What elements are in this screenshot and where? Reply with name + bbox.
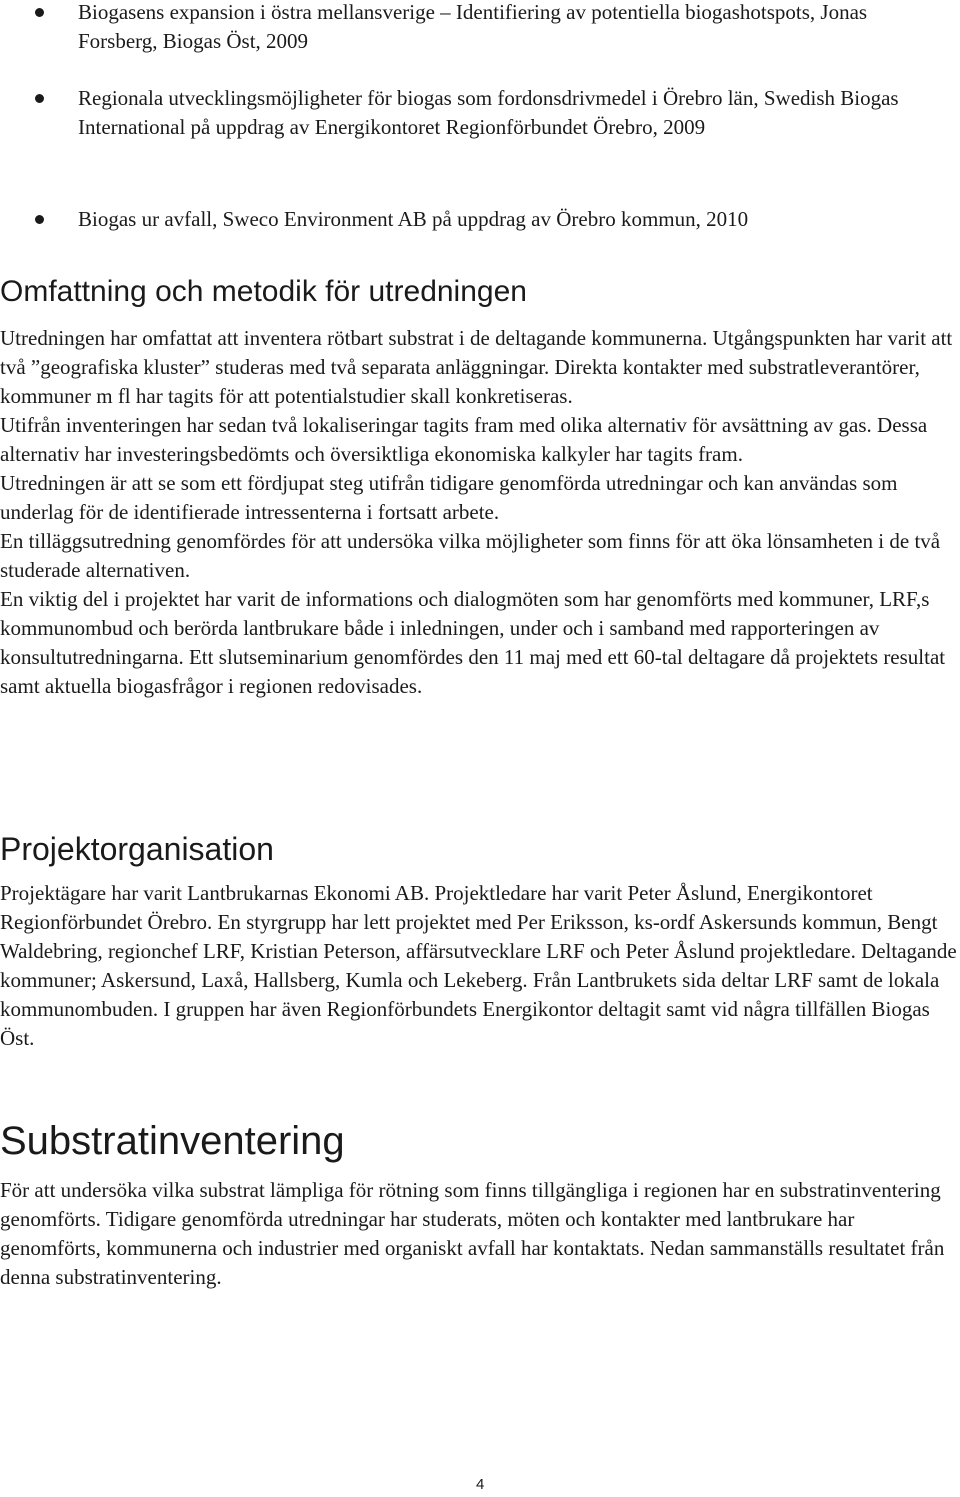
paragraph: En tilläggsutredning genomfördes för att undersöka vilka möjligheter som finns för att öka lönsamheten i de två studerade alternativen. [0,529,941,582]
bullet-icon [35,8,44,17]
section-heading-omfattning: Omfattning och metodik för utredningen [0,275,527,308]
page-number: 4 [476,1476,485,1493]
paragraph: Utredningen är att se som ett fördjupat steg utifrån tidigare genomförda utredningar och kan användas som underlag för de identifierade intressenterna i fortsatt arbete. [0,471,898,524]
bullet-icon [35,94,44,103]
paragraph: En viktig del i projektet har varit de informations och dialogmöten som har genomförts med kommuner, LRF,s kommunombud och berörda lantbrukare både i inledningen, under och i samband med rapporteringen av konsultutredningarna. Ett slutseminarium genomfördes den 11 maj med ett 60-tal deltagare då projektets resultat samt aktuella biogasfrågor i regionen redovisades. [0,587,946,698]
reference-text: Biogasens expansion i östra mellansverige – Identifiering av potentiella biogashotspots, Jonas Forsberg, Biogas Öst, 2009 [78,0,868,53]
paragraph: Utredningen har omfattat att inventera rötbart substrat i de deltagande kommunerna. Utgångspunkten har varit att två ”geografiska kluster” studeras med två separata anläggningar. Direkta kontakter med substratleverantörer, kommuner m fl har tagits för att potentialstudier skall konkretiseras. [0,326,953,408]
bullet-icon [35,215,44,224]
reference-item [0,0,940,56]
reference-item [0,205,748,234]
section-heading-projektorganisation: Projektorganisation [0,831,274,867]
paragraph: För att undersöka vilka substrat lämpliga för rötning som finns tillgängliga i regionen har en substratinventering genomförts. Tidigare genomförda utredningar har studerats, möten och kontakter med lantbrukare har genomförts, kommunerna och industrier med organiskt avfall har kontaktats. Nedan sammanställs resultatet från denna substratinventering. [0,1178,945,1289]
reference-item [0,84,940,142]
section-heading-substratinventering: Substratinventering [0,1119,345,1163]
reference-text: Biogas ur avfall, Sweco Environment AB på uppdrag av Örebro kommun, 2010 [78,207,749,231]
section-body-omfattning [0,324,960,701]
paragraph: Projektägare har varit Lantbrukarnas Ekonomi AB. Projektledare har varit Peter Åslund, Energikontoret Regionförbundet Örebro. En styrgrupp har lett projektet med Per Eriksson, ks-ordf Askersunds kommun, Bengt Waldebring, regionchef LRF, Kristian Peterson, affärsutvecklare LRF och Peter Åslund projektledare. Deltagande kommuner; Askersund, Laxå, Hallsberg, Kumla och Lekeberg. Från Lantbrukets sida deltar LRF samt de lokala kommunombuden. I gruppen har även Regionförbundets Energikontor deltagit samt vid några tillfällen Biogas Öst. [0,881,957,1050]
paragraph: Utifrån inventeringen har sedan två lokaliseringar tagits fram med olika alternativ för avsättning av gas. Dessa alternativ har investeringsbedömts och översiktliga ekonomiska kalkyler har tagits fram. [0,413,928,466]
reference-text: Regionala utvecklingsmöjligheter för biogas som fordonsdrivmedel i Örebro län, Swedish Biogas International på uppdrag av Energikontoret Regionförbundet Örebro, 2009 [78,86,899,139]
